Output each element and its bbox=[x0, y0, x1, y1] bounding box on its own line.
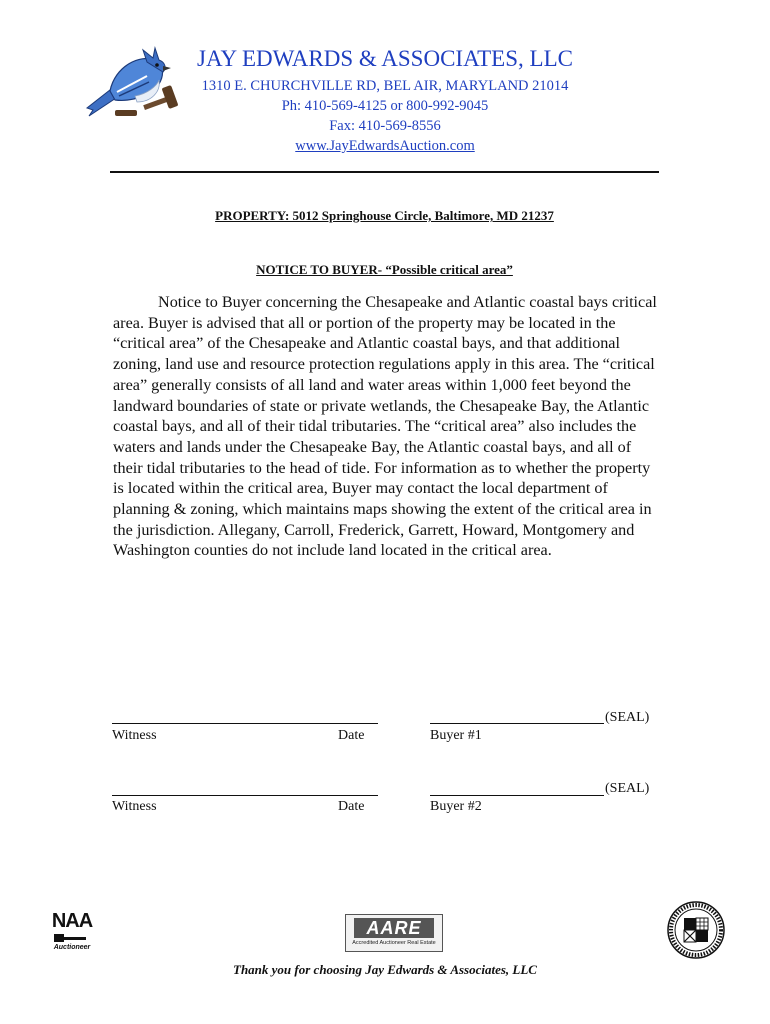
aare-logo-subtext: Accredited Auctioneer Real Estate bbox=[352, 940, 436, 946]
buyer2-seal-label: (SEAL) bbox=[605, 781, 650, 796]
aare-logo-text: AARE bbox=[354, 918, 434, 938]
property-line: PROPERTY: 5012 Springhouse Circle, Baltimore, MD 21237 bbox=[215, 208, 554, 223]
company-fax: Fax: 410-569-8556 bbox=[329, 118, 441, 134]
buyer2-label: Buyer #2 bbox=[430, 799, 482, 814]
date1-label: Date bbox=[338, 728, 365, 743]
naa-logo bbox=[50, 910, 94, 951]
company-address: 1310 E. CHURCHVILLE RD, BEL AIR, MARYLAND 21014 bbox=[201, 78, 569, 94]
thank-you-note: Thank you for choosing Jay Edwards & Associates, LLC bbox=[233, 962, 537, 977]
witness2-label: Witness bbox=[112, 799, 157, 814]
witness2-signature-line bbox=[112, 795, 378, 796]
buyer1-signature-line bbox=[430, 723, 604, 724]
buyer1-seal-label: (SEAL) bbox=[605, 710, 650, 725]
date2-label: Date bbox=[338, 799, 365, 814]
aare-logo bbox=[345, 914, 443, 952]
letterhead-divider bbox=[110, 171, 659, 173]
naa-logo-text: NAA bbox=[51, 910, 93, 932]
notice-body: Notice to Buyer concerning the Chesapeake and Atlantic coastal bays critical area. Buyer is advised that all or portion of the property may be located in the “critical area” of the Chesapeake and Atlantic coastal bays, and that additional zoning, land use and resource protection regulations apply in this area. The “critical area” generally consists of all land and water areas within 1,000 feet beyond the landward boundaries of state or private wetlands, the Chesapeake Bay, the Atlantic coastal bays, and all of their tidal tributaries. The “critical area” also includes the waters and lands under the Chesapeake Bay, the Atlantic coastal bays, and all of their tidal tributaries to the head of tide. For information as to whether the property is located within the critical area, Buyer may contact the local department of planning & zoning, which maintains maps showing the extent of the critical area in the jurisdiction. Allegany, Carroll, Frederick, Garrett, Howard, Montgomery and Washington counties do not include land located in the critical area. bbox=[113, 293, 657, 560]
company-phone: Ph: 410-569-4125 or 800-992-9045 bbox=[281, 98, 489, 114]
buyer2-signature-line bbox=[430, 795, 604, 796]
company-website-link[interactable]: www.JayEdwardsAuction.com bbox=[295, 138, 475, 154]
gavel-icon bbox=[50, 932, 94, 944]
maryland-seal-icon bbox=[666, 900, 726, 960]
company-name: JAY EDWARDS & ASSOCIATES, LLC bbox=[197, 46, 573, 71]
buyer1-label: Buyer #1 bbox=[430, 728, 482, 743]
naa-logo-subtext: Auctioneer bbox=[53, 944, 91, 951]
witness1-label: Witness bbox=[112, 728, 157, 743]
notice-title: NOTICE TO BUYER- “Possible critical area” bbox=[256, 262, 513, 277]
witness1-signature-line bbox=[112, 723, 378, 724]
